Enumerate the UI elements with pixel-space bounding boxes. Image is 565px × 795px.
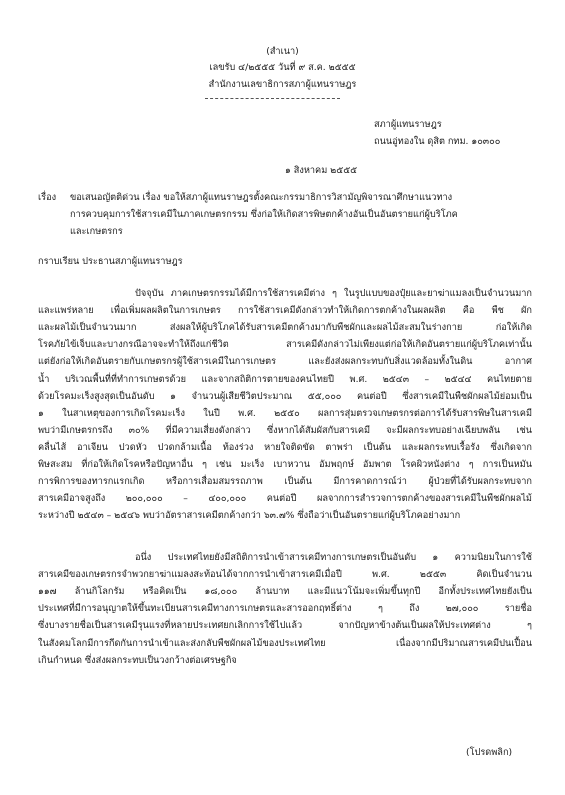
paragraph-line: โรคภัยไข้เจ็บและบางกรณีอาจจะทำให้ถึงแก่ชีวิต สารเคมีดังกล่าวไม่เพียงแต่ก่อให้เกิดอันตรายแก่ผู้บริโภคเท่านั้น — [38, 339, 532, 351]
address-org: สภาผู้แทนราษฎร — [374, 119, 442, 130]
letter-date: ๑ สิงหาคม ๒๕๕๕ — [285, 165, 358, 176]
paragraph-line: ๑๑๗ ล้านกิโลกรัม หรือคิดเป็น ๑๘,๐๐๐ ล้านบาท และมีแนวโน้มจะเพิ่มขึ้นทุกปี อีกทั้งประเทศไทยยังเป็น — [38, 586, 532, 598]
paragraph-line: พิษสะสม ที่ก่อให้เกิดโรคหรือปัญหาอื่น ๆ เช่น มะเร็ง เบาหวาน อัมพฤกษ์ อัมพาต โรคผิวหนังต่าง ๆ การเป็นหมัน — [38, 459, 532, 470]
header-separator — [205, 98, 340, 99]
paragraph-line: พบว่ามีเกษตรกรถึง ๓๐% ที่มีความเสี่ยงดังกล่าว ซึ่งหากได้สัมผัสกับสารเคมี จะมีผลกระทบอย่างเฉียบพลัน เช่น — [38, 424, 532, 436]
paragraph-line: อนึ่ง ประเทศไทยยังมีสถิติการนำเข้าสารเคมีทางการเกษตรเป็นอันดับ ๑ ความนิยมในการใช้ — [135, 552, 532, 563]
reference-line: เลขรับ ๔/๒๕๕๕ วันที่ ๙ ส.ค. ๒๕๕๕ — [209, 62, 356, 73]
paragraph-line: ด้วยโรคมะเร็งสูงสุดเป็นอันดับ ๑ จำนวนผู้เสียชีวิตประมาณ ๕๕,๐๐๐ คนต่อปี ซึ่งสารเคมีในพืชผักผลไม้ย่อมเป็น — [38, 390, 532, 402]
copy-mark: (สำเนา) — [266, 46, 299, 57]
paragraph-line: ระหว่างปี ๒๕๔๓ – ๒๕๔๖ พบว่าอัตราสารเคมีตกค้างกว่า ๖๓.๗% ซึ่งถือว่าเป็นอันตรายแก่ผู้บริโภคอย่างมาก — [38, 510, 461, 522]
paragraph-line: และแพร่หลาย เพื่อเพิ่มผลผลิตในการเกษตร การใช้สารเคมีดังกล่าวทำให้เกิดการตกค้างในผลผลิต คือ พืช ผัก — [38, 305, 532, 317]
paragraph-line: ในสังคมโลกมีการกีดกันการนำเข้าและส่งกลับพืชผักผลไม้ของประเทศไทย เนื่องจากมีปริมาณสารเคมีปนเปื้อน — [38, 637, 532, 649]
paragraph-line: และผลไม้เป็นจำนวนมาก ส่งผลให้ผู้บริโภคได้รับสารเคมีตกค้างมากับพืชผักและผลไม้สะสมในร่างกาย ก่อให้เกิด — [38, 322, 532, 334]
subject-line: และเกษตรกร — [70, 226, 123, 237]
paragraph-line: ซึ่งบางรายชื่อเป็นสารเคมีรุนแรงที่หลายประเทศยกเลิกการใช้ไปแล้ว จากปัญหาข้างต้นเป็นผลให้ประเทศต่าง ๆ — [38, 620, 532, 632]
paragraph-line: การพิการของทารกแรกเกิด หรือการเสื่อมสมรรถภาพ เป็นต้น มีการคาดการณ์ว่า ผู้ป่วยที่ได้รับผลกระทบจาก — [38, 476, 532, 488]
footer-turn-over: (โปรดพลิก) — [466, 747, 513, 758]
paragraph-line: น้ำ บริเวณพื้นที่ที่ทำการเกษตรด้วย และจากสถิติการตายของคนไทยปี พ.ศ. ๒๕๔๓ – ๒๕๔๔ คนไทยตาย — [38, 373, 532, 385]
paragraph-line: แต่ยังก่อให้เกิดอันตรายกับเกษตรกรผู้ใช้สารเคมีในการเกษตร และยังส่งผลกระทบกับสิ่งแวดล้อมทั้งในดิน อากาศ — [38, 356, 532, 368]
office-name: สำนักงานเลขาธิการสภาผู้แทนราษฎร — [208, 79, 357, 90]
paragraph-line: ปัจจุบัน ภาคเกษตรกรรมได้มีการใช้สารเคมีต่าง ๆ ในรูปแบบของปุ๋ยและยาฆ่าแมลงเป็นจำนวนมาก — [135, 288, 532, 299]
salutation: กราบเรียน ประธานสภาผู้แทนราษฎร — [38, 256, 183, 267]
address-street: ถนนอู่ทองใน ดุสิต กทม. ๑๐๓๐๐ — [374, 136, 501, 147]
paragraph-line: สารเคมีของเกษตรกรจำพวกยาฆ่าแมลงสะท้อนได้จากการนำเข้าสารเคมีเมื่อปี พ.ศ. ๒๕๕๓ คิดเป็นจำนวน — [38, 569, 532, 581]
subject-line: ขอเสนอญัตติด่วน เรื่อง ขอให้สภาผู้แทนราษฎรตั้งคณะกรรมาธิการวิสามัญพิจารณาศึกษาแนวทาง — [70, 192, 453, 203]
paragraph-line: ประเทศที่มีการอนุญาตให้ขึ้นทะเบียนสารเคมีทางการเกษตรและสารออกฤทธิ์ต่าง ๆ ถึง ๒๗,๐๐๐ รายชื่อ — [38, 603, 532, 615]
paragraph-line: ๑ ในสาเหตุของการเกิดโรคมะเร็ง ในปี พ.ศ. ๒๕๕๐ ผลการสุ่มตรวจเกษตรกรต่อการได้รับสารพิษในสารเคมี — [38, 407, 532, 419]
paragraph-line: สารเคมีอาจสูงถึง ๒๐๐,๐๐๐ – ๔๐๐,๐๐๐ คนต่อปี ผลจากการสำรวจการตกค้างของสารเคมีในพืชผักผลไม้ — [38, 493, 532, 505]
subject-label: เรื่อง — [38, 192, 57, 203]
paragraph-line: คลื่นไส้ อาเจียน ปวดหัว ปวดกล้ามเนื้อ ท้องร่วง หายใจติดขัด ตาพร่า เป็นต้น และผลกระทบเรื้อรัง ซึ่งเกิดจาก — [38, 441, 532, 453]
subject-line: การควบคุมการใช้สารเคมีในภาคเกษตรกรรม ซึ่งก่อให้เกิดสารพิษตกค้างอันเป็นอันตรายแก่ผู้บริโภค — [70, 209, 458, 220]
paragraph-line: เกินกำหนด ซึ่งส่งผลกระทบเป็นวงกว้างต่อเศรษฐกิจ — [38, 654, 237, 666]
